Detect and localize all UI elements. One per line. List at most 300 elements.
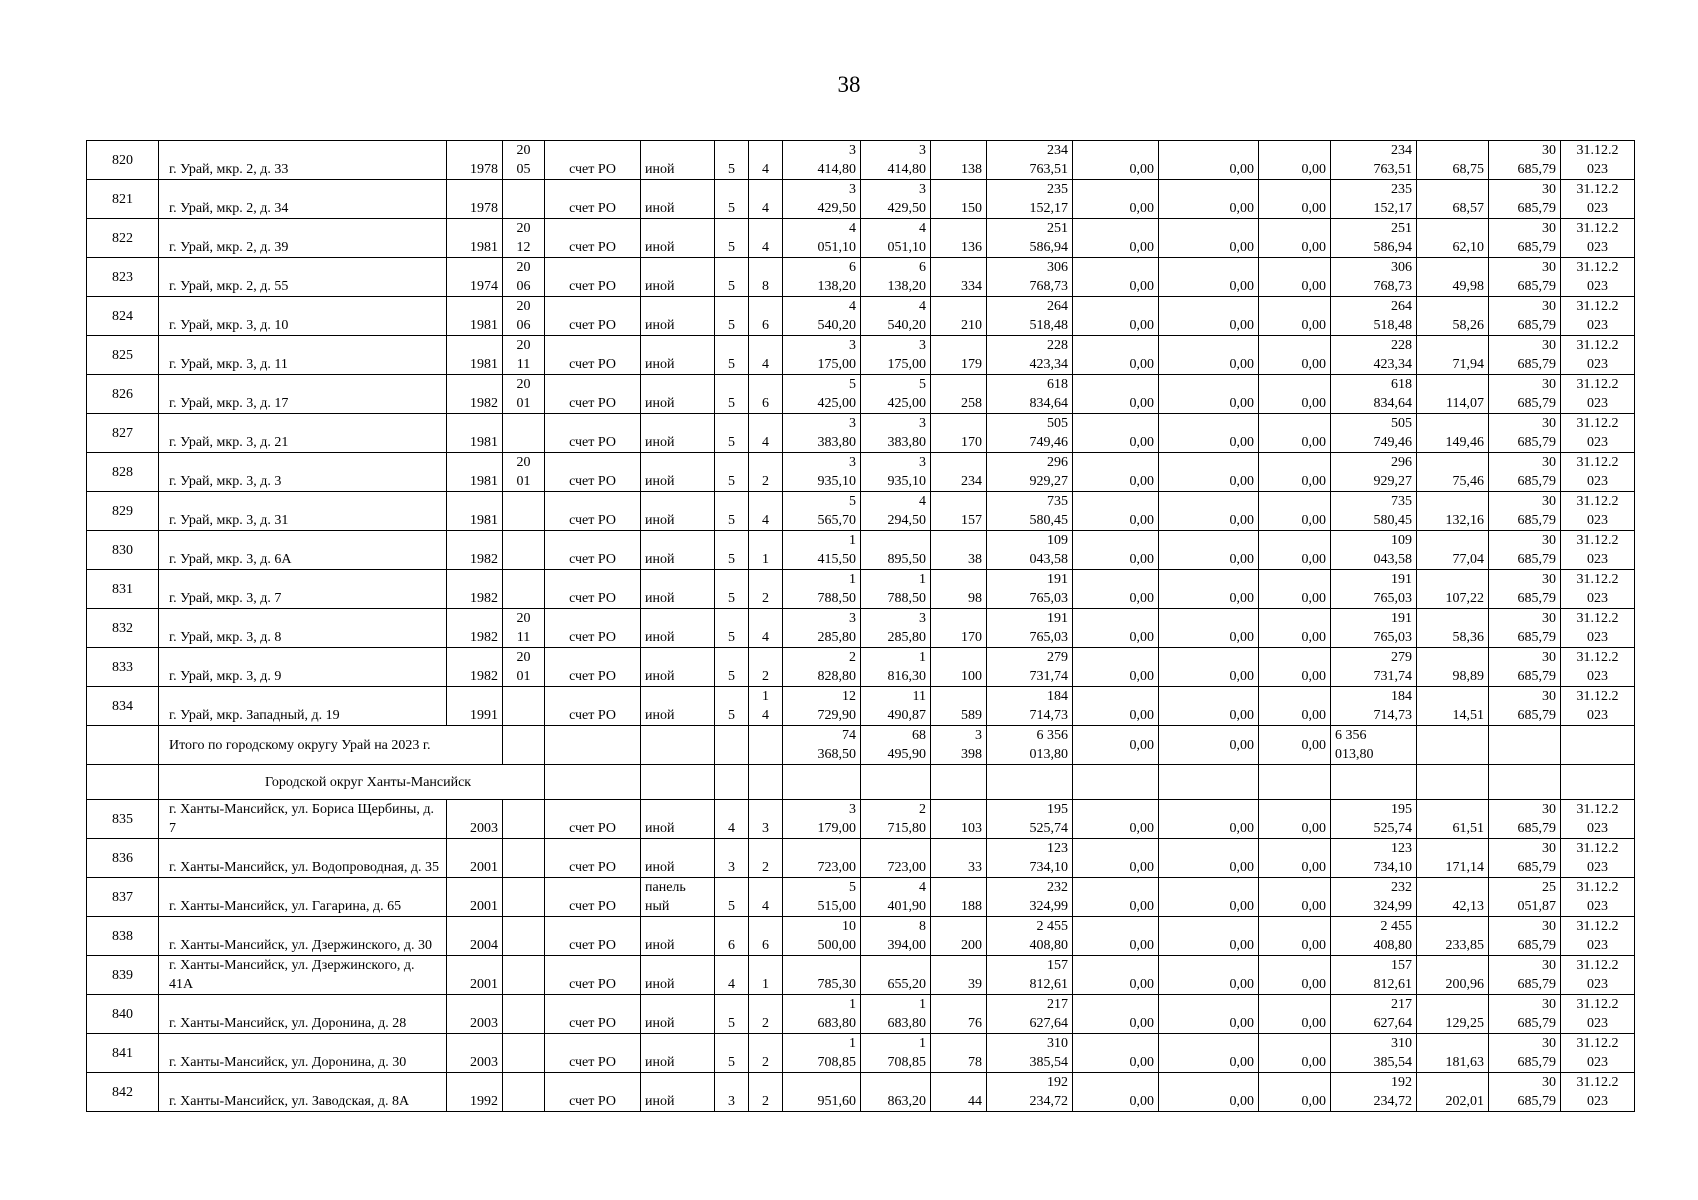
deadline-cell — [1561, 336, 1635, 375]
floors-cell: 5 — [715, 531, 749, 570]
living-area-cell-line-2: 723,00 — [887, 860, 926, 875]
repair-year-cell-line-2: 06 — [516, 318, 531, 333]
row-number: 831 — [87, 570, 159, 609]
living-area-cell-line-1: 1 — [919, 572, 926, 587]
specific-cost-cell: 71,94 — [1417, 336, 1489, 375]
fund-method-cell: счет РО — [545, 800, 641, 839]
owner-funds-cell — [1331, 570, 1417, 609]
total-area-cell — [783, 1073, 861, 1112]
row-number: 834 — [87, 687, 159, 726]
repair-cost-cell — [987, 258, 1073, 297]
specific-cost-cell: 42,13 — [1417, 878, 1489, 917]
build-year-cell: 1981 — [447, 219, 503, 258]
deadline-cell — [1561, 878, 1635, 917]
row-number: 841 — [87, 1034, 159, 1073]
repair-year-cell-line-1: 20 — [516, 377, 531, 392]
repair-cost-cell — [987, 141, 1073, 180]
empty-cell — [641, 765, 715, 800]
owner-funds-cell-line-2: 385,54 — [1373, 1055, 1412, 1070]
specific-cost-cell: 114,07 — [1417, 375, 1489, 414]
repair-cost-cell — [987, 219, 1073, 258]
cost-limit-cell-line-2: 685,79 — [1517, 938, 1556, 953]
build-year-cell: 2003 — [447, 1034, 503, 1073]
repair-year-cell-line-2: 11 — [516, 630, 531, 645]
federal-funds-cell: 0,00 — [1073, 609, 1159, 648]
residents-sum-line-1: 3 — [975, 728, 982, 743]
living-area-cell-line-2: 414,80 — [887, 162, 926, 177]
repair-cost-cell-line-2: 518,48 — [1029, 318, 1068, 333]
deadline-cell-line-2: 023 — [1587, 821, 1608, 836]
empty-cell — [1489, 765, 1561, 800]
specific-cost-cell: 171,14 — [1417, 839, 1489, 878]
owner-funds-cell-line-1: 157 — [1391, 958, 1412, 973]
repair-year-cell-line-2 — [507, 1014, 540, 1033]
floors-cell: 3 — [715, 1073, 749, 1112]
floors-cell: 5 — [715, 609, 749, 648]
deadline-cell-line-1: 31.12.2 — [1576, 841, 1619, 856]
table-row — [87, 956, 1635, 995]
living-area-cell — [861, 956, 931, 995]
living-area-cell — [861, 570, 931, 609]
wall-material-cell-line-2: ный — [645, 899, 670, 914]
repair-cost-cell-line-1: 505 — [1047, 416, 1068, 431]
build-year-cell: 2001 — [447, 956, 503, 995]
residents-cell: 150 — [931, 180, 987, 219]
regional-funds-cell: 0,00 — [1159, 687, 1259, 726]
cost-limit-cell — [1489, 917, 1561, 956]
repair-cost-cell-line-2: 627,64 — [1029, 1016, 1068, 1031]
wall-material-cell: иной — [641, 414, 715, 453]
build-year-cell: 1982 — [447, 609, 503, 648]
specific-cost-cell: 129,25 — [1417, 995, 1489, 1034]
row-number: 835 — [87, 800, 159, 839]
page-number: 38 — [837, 72, 861, 97]
repair-cost-cell-line-2: 408,80 — [1029, 938, 1068, 953]
total-area-cell-line-2: 788,50 — [817, 591, 856, 606]
regional-funds-cell: 0,00 — [1159, 956, 1259, 995]
floors-cell: 4 — [715, 800, 749, 839]
cost-limit-cell-line-1: 30 — [1542, 533, 1556, 548]
total-area-cell-line-1: 10 — [842, 919, 856, 934]
repair-year-cell — [503, 839, 545, 878]
regional-funds-cell: 0,00 — [1159, 297, 1259, 336]
local-funds-cell: 0,00 — [1259, 336, 1331, 375]
deadline-cell — [1561, 687, 1635, 726]
entrances-cell-line-2: 4 — [762, 708, 769, 723]
repair-year-cell-line-2 — [507, 975, 540, 994]
row-number: 839 — [87, 956, 159, 995]
federal-funds-sum: 0,00 — [1073, 726, 1159, 765]
empty-cell — [1417, 765, 1489, 800]
total-area-cell-line-1: 4 — [849, 221, 856, 236]
fund-method-cell: счет РО — [545, 917, 641, 956]
repair-year-cell-line-2 — [507, 819, 540, 838]
cost-limit-cell-line-1: 30 — [1542, 997, 1556, 1012]
build-year-cell: 1992 — [447, 1073, 503, 1112]
specific-cost-cell: 75,46 — [1417, 453, 1489, 492]
entrances-cell: 6 — [749, 297, 783, 336]
cost-limit-cell — [1489, 336, 1561, 375]
owner-funds-cell-line-2: 423,34 — [1373, 357, 1412, 372]
repair-cost-cell-line-2: 324,99 — [1029, 899, 1068, 914]
repair-year-cell-line-2 — [507, 858, 540, 877]
total-area-cell — [783, 141, 861, 180]
fund-method-cell: счет РО — [545, 995, 641, 1034]
residents-cell: 44 — [931, 1073, 987, 1112]
total-area-cell-line-2: 051,10 — [817, 240, 856, 255]
entrances-cell: 4 — [749, 878, 783, 917]
table-row — [87, 180, 1635, 219]
repair-cost-cell — [987, 1034, 1073, 1073]
owner-funds-cell-line-2: 043,58 — [1373, 552, 1412, 567]
address-cell: г. Урай, мкр. 3, д. 17 — [159, 375, 447, 414]
repair-cost-cell — [987, 800, 1073, 839]
wall-material-cell: иной — [641, 297, 715, 336]
specific-cost-cell: 200,96 — [1417, 956, 1489, 995]
cost-limit-cell-line-2: 685,79 — [1517, 708, 1556, 723]
wall-material-cell: иной — [641, 687, 715, 726]
owner-funds-cell-line-1: 306 — [1391, 260, 1412, 275]
repair-cost-cell-line-1: 251 — [1047, 221, 1068, 236]
specific-cost-cell: 68,57 — [1417, 180, 1489, 219]
owner-funds-cell-line-2: 324,99 — [1373, 899, 1412, 914]
cost-limit-cell — [1489, 141, 1561, 180]
federal-funds-cell: 0,00 — [1073, 141, 1159, 180]
cost-limit-cell-line-1: 30 — [1542, 572, 1556, 587]
cost-limit-cell — [1489, 687, 1561, 726]
repair-cost-cell-line-1: 184 — [1047, 689, 1068, 704]
repair-year-cell — [503, 609, 545, 648]
entrances-cell: 6 — [749, 375, 783, 414]
total-area-cell-line-1: 1 — [849, 997, 856, 1012]
deadline-cell-line-1: 31.12.2 — [1576, 299, 1619, 314]
owner-funds-cell-line-2: 765,03 — [1373, 591, 1412, 606]
repair-cost-sum — [987, 726, 1073, 765]
entrances-cell: 2 — [749, 995, 783, 1034]
repair-year-cell-line-2 — [507, 433, 540, 452]
residents-sum — [931, 726, 987, 765]
repair-year-cell — [503, 336, 545, 375]
living-area-cell-line-2: 655,20 — [887, 977, 926, 992]
repair-cost-cell — [987, 1073, 1073, 1112]
cost-limit-cell-line-1: 30 — [1542, 377, 1556, 392]
empty-cell — [783, 765, 861, 800]
deadline-cell — [1561, 141, 1635, 180]
regional-funds-cell: 0,00 — [1159, 492, 1259, 531]
total-area-cell-line-1: 3 — [849, 611, 856, 626]
specific-cost-cell: 58,36 — [1417, 609, 1489, 648]
wall-material-cell-line-1: панель — [645, 880, 686, 895]
entrances-cell: 6 — [749, 917, 783, 956]
repair-year-cell-line-1: 20 — [516, 299, 531, 314]
entrances-cell: 1 — [749, 956, 783, 995]
repair-cost-cell-line-2: 765,03 — [1029, 591, 1068, 606]
repair-year-cell-line-1: 20 — [516, 221, 531, 236]
wall-material-cell: иной — [641, 453, 715, 492]
owner-funds-cell — [1331, 609, 1417, 648]
wall-material-cell — [641, 878, 715, 917]
owner-funds-cell — [1331, 800, 1417, 839]
repair-year-cell — [503, 531, 545, 570]
specific-cost-cell: 98,89 — [1417, 648, 1489, 687]
table-row — [87, 1034, 1635, 1073]
repair-year-cell-line-2 — [507, 936, 540, 955]
cost-limit-cell-line-1: 25 — [1542, 880, 1556, 895]
total-area-cell — [783, 375, 861, 414]
cost-limit-cell-line-1: 30 — [1542, 260, 1556, 275]
owner-funds-cell-line-1: 296 — [1391, 455, 1412, 470]
federal-funds-cell: 0,00 — [1073, 258, 1159, 297]
wall-material-cell: иной — [641, 180, 715, 219]
fund-method-cell: счет РО — [545, 375, 641, 414]
owner-funds-cell — [1331, 1073, 1417, 1112]
repair-cost-cell-line-1: 264 — [1047, 299, 1068, 314]
wall-material-cell: иной — [641, 570, 715, 609]
living-area-cell-line-2: 708,85 — [887, 1055, 926, 1070]
deadline-cell — [1561, 453, 1635, 492]
total-area-cell-line-1: 4 — [849, 299, 856, 314]
entrances-cell: 2 — [749, 453, 783, 492]
build-year-cell: 1982 — [447, 531, 503, 570]
cost-limit-cell-line-1: 30 — [1542, 1036, 1556, 1051]
residents-cell: 157 — [931, 492, 987, 531]
deadline-cell-line-2: 023 — [1587, 1016, 1608, 1031]
total-area-cell — [783, 878, 861, 917]
regional-funds-cell: 0,00 — [1159, 570, 1259, 609]
repair-cost-cell-line-2: 768,73 — [1029, 279, 1068, 294]
empty-cell — [987, 765, 1073, 800]
repair-year-cell — [503, 219, 545, 258]
total-area-cell-line-2: 138,20 — [817, 279, 856, 294]
living-area-cell-line-1 — [865, 956, 926, 975]
living-area-cell-line-2: 863,20 — [887, 1094, 926, 1109]
build-year-cell: 1981 — [447, 336, 503, 375]
deadline-cell-line-2: 023 — [1587, 899, 1608, 914]
living-area-cell-line-1: 5 — [919, 377, 926, 392]
residents-cell: 234 — [931, 453, 987, 492]
row-number: 828 — [87, 453, 159, 492]
entrances-cell: 4 — [749, 219, 783, 258]
total-area-cell — [783, 839, 861, 878]
specific-cost-cell: 77,04 — [1417, 531, 1489, 570]
deadline-cell — [1561, 570, 1635, 609]
owner-funds-cell — [1331, 258, 1417, 297]
repair-year-cell-line-1: 20 — [516, 143, 531, 158]
cost-limit-cell — [1489, 219, 1561, 258]
cost-limit-cell — [1489, 297, 1561, 336]
living-area-cell-line-2: 401,90 — [887, 899, 926, 914]
deadline-cell-line-2: 023 — [1587, 513, 1608, 528]
deadline-cell-line-1: 31.12.2 — [1576, 533, 1619, 548]
address-cell: г. Урай, мкр. 2, д. 34 — [159, 180, 447, 219]
regional-funds-cell: 0,00 — [1159, 800, 1259, 839]
total-area-cell-line-1: 3 — [849, 802, 856, 817]
empty-cell — [749, 765, 783, 800]
total-area-cell — [783, 453, 861, 492]
living-area-cell — [861, 609, 931, 648]
specific-cost-cell: 233,85 — [1417, 917, 1489, 956]
living-area-cell — [861, 917, 931, 956]
living-area-cell — [861, 375, 931, 414]
floors-cell: 5 — [715, 492, 749, 531]
deadline-cell-line-2: 023 — [1587, 977, 1608, 992]
cost-limit-cell — [1489, 414, 1561, 453]
local-funds-cell: 0,00 — [1259, 609, 1331, 648]
wall-material-cell: иной — [641, 995, 715, 1034]
repair-cost-cell-line-1: 735 — [1047, 494, 1068, 509]
deadline-cell-line-1: 31.12.2 — [1576, 1075, 1619, 1090]
federal-funds-cell: 0,00 — [1073, 648, 1159, 687]
federal-funds-cell: 0,00 — [1073, 531, 1159, 570]
repair-cost-cell-line-1: 296 — [1047, 455, 1068, 470]
owner-funds-cell-line-1: 251 — [1391, 221, 1412, 236]
repair-cost-cell — [987, 917, 1073, 956]
repair-cost-cell — [987, 570, 1073, 609]
total-area-cell-line-1: 1 — [849, 533, 856, 548]
floors-cell: 5 — [715, 1034, 749, 1073]
residents-cell: 78 — [931, 1034, 987, 1073]
deadline-cell-line-1: 31.12.2 — [1576, 572, 1619, 587]
build-year-cell: 2003 — [447, 995, 503, 1034]
deadline-cell-line-2: 023 — [1587, 860, 1608, 875]
table-row — [87, 414, 1635, 453]
repair-cost-cell-line-1: 109 — [1047, 533, 1068, 548]
specific-cost-cell: 107,22 — [1417, 570, 1489, 609]
owner-funds-cell — [1331, 492, 1417, 531]
deadline-cell — [1561, 609, 1635, 648]
local-funds-cell: 0,00 — [1259, 141, 1331, 180]
empty-cell — [1159, 765, 1259, 800]
empty-cell — [1561, 765, 1635, 800]
total-area-cell-line-1: 5 — [849, 377, 856, 392]
entrances-cell: 8 — [749, 258, 783, 297]
entrances-cell: 2 — [749, 839, 783, 878]
owner-funds-cell-line-1: 235 — [1391, 182, 1412, 197]
repair-year-cell-line-2 — [507, 550, 540, 569]
table-row — [87, 839, 1635, 878]
table-row — [87, 336, 1635, 375]
entrances-cell: 2 — [749, 570, 783, 609]
fund-method-cell: счет РО — [545, 492, 641, 531]
entrances-cell: 4 — [749, 492, 783, 531]
living-area-cell — [861, 297, 931, 336]
total-area-cell-line-1: 1 — [849, 572, 856, 587]
deadline-cell-line-1: 31.12.2 — [1576, 455, 1619, 470]
fund-method-cell: счет РО — [545, 609, 641, 648]
empty-cell — [1489, 726, 1561, 765]
address-cell: г. Ханты-Мансийск, ул. Дзержинского, д. 30 — [159, 917, 447, 956]
repair-cost-cell-line-1: 191 — [1047, 611, 1068, 626]
cost-limit-cell-line-2: 685,79 — [1517, 435, 1556, 450]
owner-funds-cell-line-1: 310 — [1391, 1036, 1412, 1051]
total-area-cell-line-2: 951,60 — [817, 1094, 856, 1109]
residents-cell: 138 — [931, 141, 987, 180]
regional-funds-cell: 0,00 — [1159, 336, 1259, 375]
total-empty — [87, 726, 159, 765]
specific-cost-cell: 132,16 — [1417, 492, 1489, 531]
repair-cost-cell — [987, 492, 1073, 531]
table-row — [87, 1073, 1635, 1112]
cost-limit-cell-line-2: 685,79 — [1517, 630, 1556, 645]
owner-funds-cell — [1331, 414, 1417, 453]
empty-cell — [749, 726, 783, 765]
repair-cost-cell — [987, 336, 1073, 375]
entrances-cell-line-1: 1 — [762, 689, 769, 704]
owner-funds-cell-line-1: 505 — [1391, 416, 1412, 431]
build-year-cell: 1991 — [447, 687, 503, 726]
living-area-cell-line-1: 11 — [912, 689, 926, 704]
repair-year-cell-line-1 — [507, 492, 540, 511]
entrances-cell — [749, 687, 783, 726]
regional-funds-cell: 0,00 — [1159, 609, 1259, 648]
deadline-cell-line-1: 31.12.2 — [1576, 880, 1619, 895]
fund-method-cell: счет РО — [545, 687, 641, 726]
owner-funds-cell-line-1: 264 — [1391, 299, 1412, 314]
repair-year-cell-line-2 — [507, 199, 540, 218]
local-funds-cell: 0,00 — [1259, 917, 1331, 956]
cost-limit-cell — [1489, 609, 1561, 648]
repair-year-cell-line-2 — [507, 897, 540, 916]
floors-cell: 5 — [715, 570, 749, 609]
repair-year-cell-line-1 — [507, 414, 540, 433]
address-cell: г. Ханты-Мансийск, ул. Бориса Щербины, д. 7 — [159, 800, 447, 839]
repair-cost-cell-line-2: 385,54 — [1029, 1055, 1068, 1070]
specific-cost-cell: 62,10 — [1417, 219, 1489, 258]
owner-funds-cell — [1331, 531, 1417, 570]
repair-cost-cell — [987, 531, 1073, 570]
living-area-cell-line-2: 425,00 — [887, 396, 926, 411]
address-cell: г. Урай, мкр. 3, д. 10 — [159, 297, 447, 336]
living-area-cell-line-2: 429,50 — [887, 201, 926, 216]
cost-limit-cell-line-1: 30 — [1542, 841, 1556, 856]
living-area-cell-line-1: 3 — [919, 455, 926, 470]
total-area-cell — [783, 800, 861, 839]
total-row — [87, 726, 1635, 765]
deadline-cell-line-2: 023 — [1587, 162, 1608, 177]
repair-cost-cell-line-1: 192 — [1047, 1075, 1068, 1090]
repair-cost-cell-line-2: 731,74 — [1029, 669, 1068, 684]
floors-cell: 3 — [715, 839, 749, 878]
wall-material-cell: иной — [641, 839, 715, 878]
total-area-cell-line-1: 5 — [849, 880, 856, 895]
repair-year-cell-line-2: 01 — [516, 669, 531, 684]
living-area-cell — [861, 995, 931, 1034]
cost-limit-cell-line-1: 30 — [1542, 455, 1556, 470]
repair-year-cell — [503, 1034, 545, 1073]
deadline-cell-line-1: 31.12.2 — [1576, 377, 1619, 392]
owner-funds-cell-line-2: 518,48 — [1373, 318, 1412, 333]
cost-limit-cell — [1489, 1073, 1561, 1112]
owner-funds-cell-line-1: 184 — [1391, 689, 1412, 704]
residents-cell: 334 — [931, 258, 987, 297]
floors-cell: 5 — [715, 258, 749, 297]
build-year-cell: 1978 — [447, 141, 503, 180]
row-number: 840 — [87, 995, 159, 1034]
living-area-cell — [861, 1034, 931, 1073]
repair-cost-cell-line-1: 2 455 — [1036, 919, 1068, 934]
wall-material-cell: иной — [641, 800, 715, 839]
cost-limit-cell-line-2: 685,79 — [1517, 318, 1556, 333]
entrances-cell: 4 — [749, 141, 783, 180]
total-area-cell — [783, 531, 861, 570]
address-cell: г. Ханты-Мансийск, ул. Дзержинского, д. 41А — [159, 956, 447, 995]
living-area-cell-line-2: 715,80 — [887, 821, 926, 836]
total-area-cell-line-2: 683,80 — [817, 1016, 856, 1031]
deadline-cell-line-2: 023 — [1587, 240, 1608, 255]
regional-funds-cell: 0,00 — [1159, 453, 1259, 492]
deadline-cell-line-1: 31.12.2 — [1576, 958, 1619, 973]
regional-funds-cell: 0,00 — [1159, 180, 1259, 219]
